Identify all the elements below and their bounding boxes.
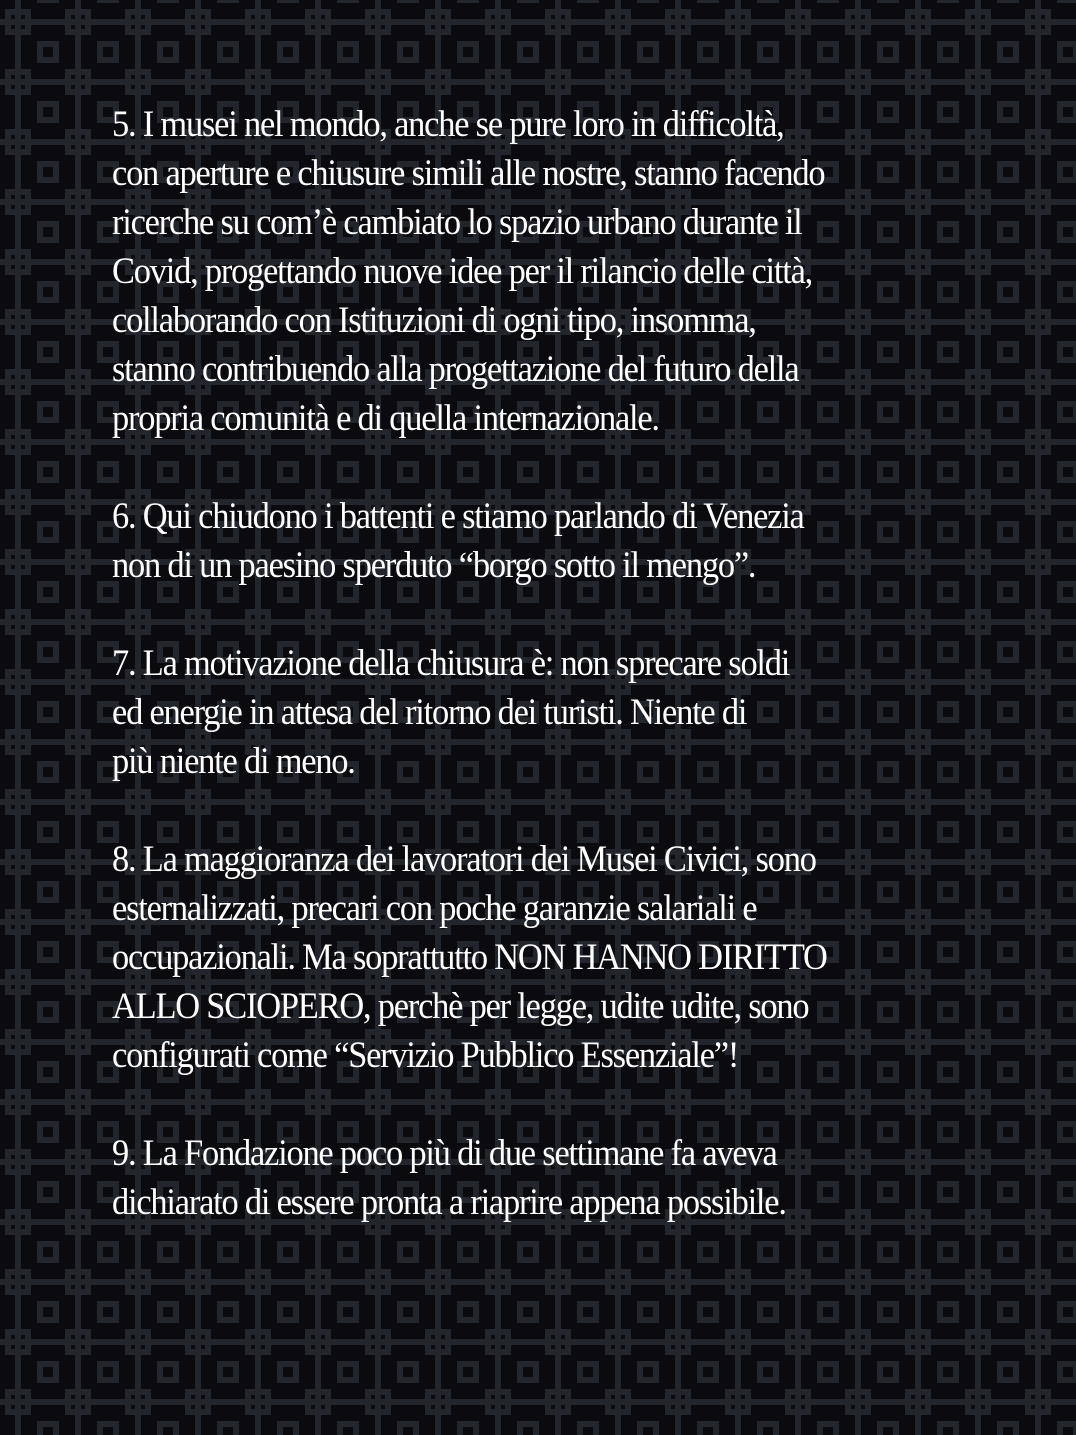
paragraph-8: 8. La maggioranza dei lavoratori dei Musei Civici, sono esternalizzati, precari con poche garanzie salariali e occupazionali. Ma soprattutto NON HANNO DIRITTO ALLO SCIOPERO, perchè per legge, udite udite, sono configurati come “Servizio Pubblico Essenziale”! (112, 839, 827, 1076)
paragraph-7: 7. La motivazione della chiusura è: non sprecare soldi ed energie in attesa del ritorno dei turisti. Niente di più niente di meno. (112, 643, 790, 782)
paragraph-9: 9. La Fondazione poco più di due settimane fa aveva dichiarato di essere pronta a riaprire appena possibile. (112, 1133, 786, 1223)
text-content (112, 100, 949, 1276)
paragraph-5: 5. I musei nel mondo, anche se pure loro in difficoltà, con aperture e chiusure simili alle nostre, stanno facendo ricerche su com’è cambiato lo spazio urbano durante il Covid, progettando nuove idee per il rilancio delle città, collaborando con Istituzioni di ogni tipo, insomma, stanno contribuendo alla progettazione del futuro della propria comunità e di quella internazionale. (112, 104, 825, 439)
paragraph-6: 6. Qui chiudono i battenti e stiamo parlando di Venezia non di un paesino sperduto “borgo sotto il mengo”. (112, 496, 804, 586)
